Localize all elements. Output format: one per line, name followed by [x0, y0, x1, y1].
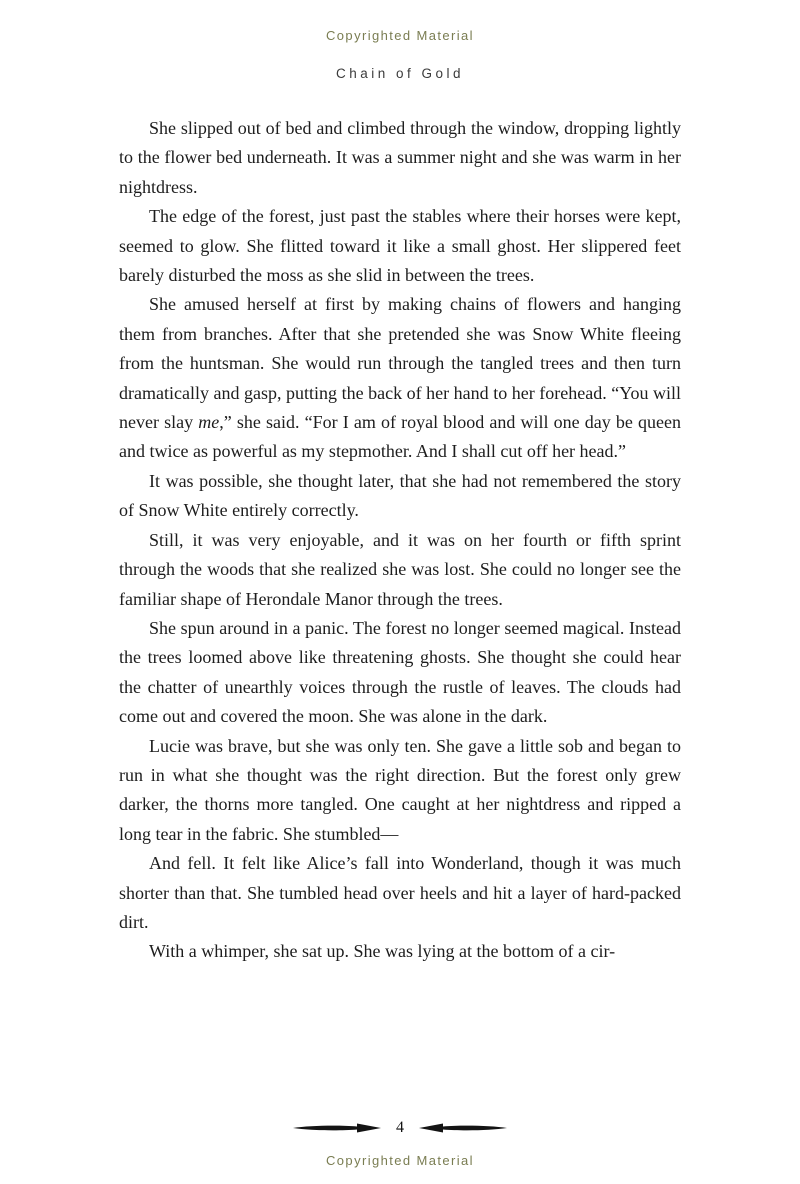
page-number-row [0, 1119, 800, 1137]
paragraph: The edge of the forest, just past the stables where their horses were kept, seemed to glow. She flitted toward it like a small ghost. Her slippered feet barely disturbed the moss as she slid in between the trees. [119, 206, 681, 286]
paragraph: And fell. It felt like Alice’s fall into Wonderland, though it was much shorter than that. She tumbled head over heels and hit a layer of hard-packed dirt. [119, 853, 681, 932]
paragraph-text: She amused herself at first by making chains of flowers and hanging them from branches. After that she pretended she was Snow White fleeing from the huntsman. She would run through the tangled trees and then turn dramatically and gasp, putting the back of her hand to her forehead. “You will never slay [119, 294, 681, 433]
paragraph [119, 290, 681, 466]
paragraph: It was possible, she thought later, that she had not remembered the story of Snow White entirely correctly. [119, 470, 681, 521]
italic-word: me [198, 412, 220, 433]
copyright-notice-bottom: Copyrighted Material [326, 1153, 474, 1168]
paragraph: Still, it was very enjoyable, and it was on her fourth or fifth sprint through the woods that she realized she was lost. She could no longer see the familiar shape of Herondale Manor through the trees. [119, 529, 681, 609]
paragraph: She spun around in a panic. The forest no longer seemed magical. Instead the trees loomed above like threatening ghosts. She thought she could hear the chatter of unearthly voices through the rustle of leaves. The clouds had come out and covered the moon. She was alone in the dark. [119, 617, 681, 727]
body-text [119, 114, 681, 967]
paragraph: Lucie was brave, but she was only ten. She gave a little sob and began to run in what she thought was the right direction. But the forest only grew darker, the thorns more tangled. One caught at her nightdress and ripped a long tear in the fabric. She stumbled— [119, 735, 681, 844]
page-number: 4 [396, 1119, 404, 1136]
ink-flourish-left-icon [291, 1121, 383, 1135]
running-head-title: Chain of Gold [335, 66, 465, 81]
copyright-notice-top: Copyrighted Material [326, 28, 474, 43]
ink-flourish-right-icon [417, 1121, 509, 1135]
paragraph: With a whimper, she sat up. She was lying at the bottom of a cir- [149, 941, 616, 962]
page-footer [0, 1119, 800, 1168]
paragraph: She slipped out of bed and climbed through the window, dropping lightly to the flower bed underneath. It was a summer night and she was warm in her nightdress. [119, 118, 681, 197]
paragraph-text: ,” she said. “For I am of royal blood and will one day be queen and twice as powerful as my stepmother. And I shall cut off her head.” [119, 412, 682, 462]
